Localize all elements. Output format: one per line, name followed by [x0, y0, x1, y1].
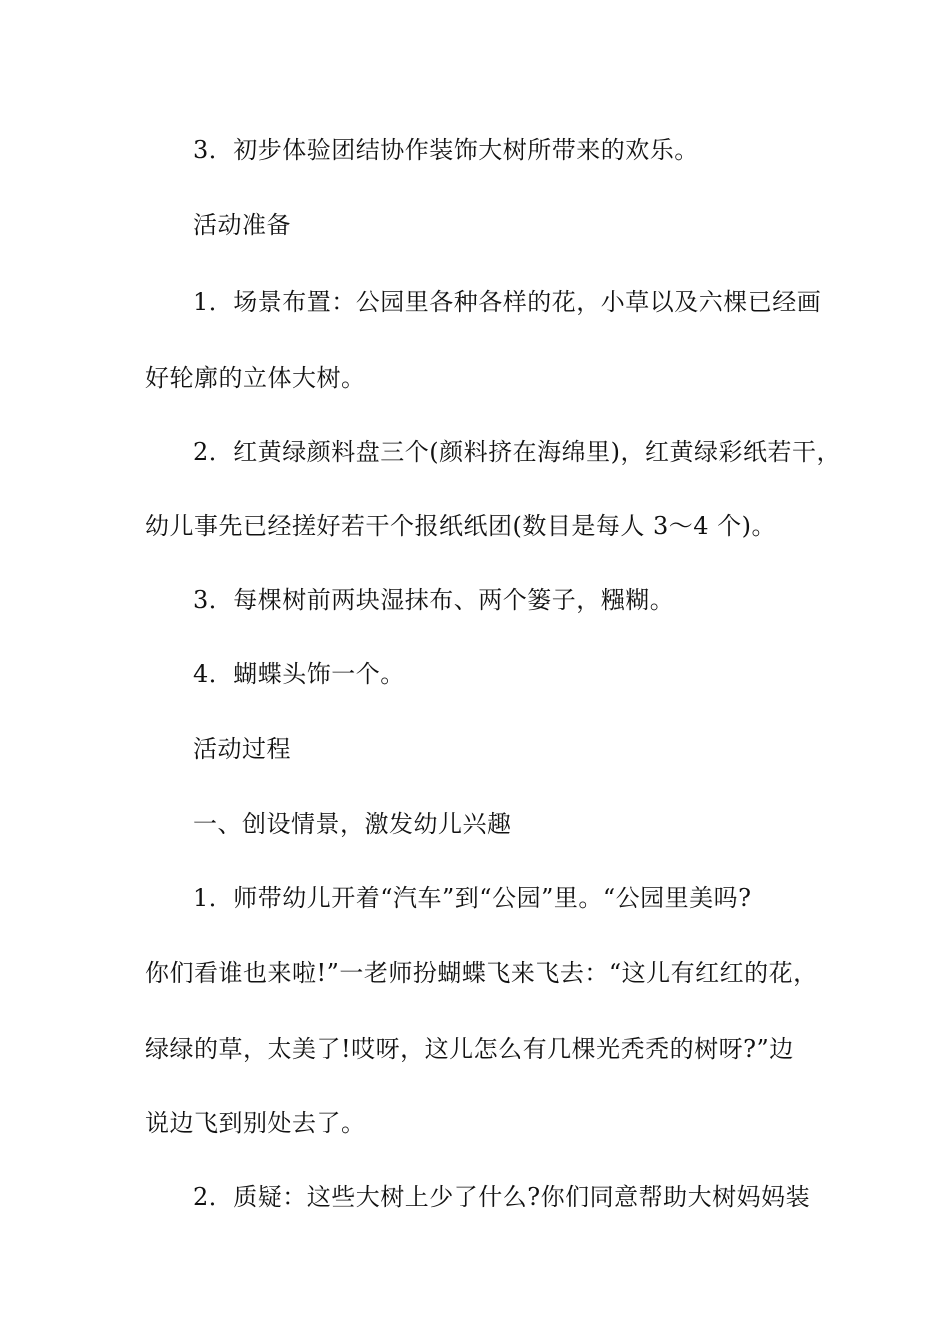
heading-section-1: 一、创设情景，激发幼儿兴趣 [193, 810, 512, 838]
paragraph-goal-3: 3．初步体验团结协作装饰大树所带来的欢乐。 [193, 136, 699, 164]
paragraph-prep-4: 4．蝴蝶头饰一个。 [193, 660, 405, 688]
paragraph-prep-1-line-2: 好轮廓的立体大树。 [145, 364, 366, 392]
paragraph-prep-2-line-2: 幼儿事先已经搓好若干个报纸纸团(数目是每人 3～4 个)。 [145, 512, 777, 540]
paragraph-prep-2-line-1: 2．红黄绿颜料盘三个(颜料挤在海绵里)，红黄绿彩纸若干， [193, 438, 841, 466]
paragraph-process-1-line-1: 1．师带幼儿开着“汽车”到“公园”里。“公园里美吗? [193, 884, 752, 912]
paragraph-prep-1-line-1: 1．场景布置：公园里各种各样的花，小草以及六棵已经画 [193, 288, 822, 316]
paragraph-process-1-line-3: 绿绿的草，太美了!哎呀，这儿怎么有几棵光秃秃的树呀?”边 [145, 1035, 794, 1063]
paragraph-prep-3: 3．每棵树前两块湿抹布、两个篓子，糨糊。 [193, 586, 675, 614]
heading-process: 活动过程 [193, 735, 291, 763]
paragraph-process-1-line-4: 说边飞到别处去了。 [145, 1109, 366, 1137]
heading-preparation: 活动准备 [193, 211, 291, 239]
paragraph-process-1-line-2: 你们看谁也来啦!”一老师扮蝴蝶飞来飞去：“这儿有红红的花， [145, 959, 818, 987]
paragraph-process-2-line-1: 2．质疑：这些大树上少了什么?你们同意帮助大树妈妈装 [193, 1183, 811, 1211]
